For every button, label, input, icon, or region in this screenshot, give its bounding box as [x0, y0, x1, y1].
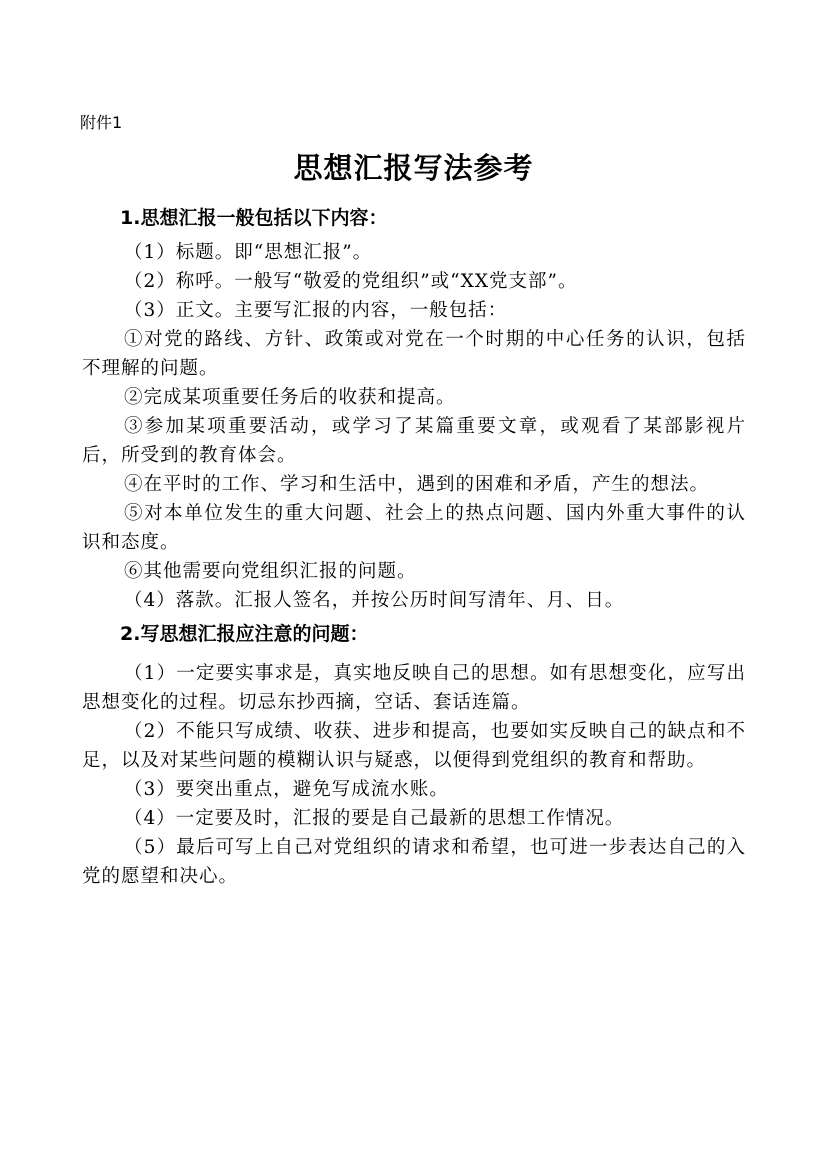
section-2-item-5: （5）最后可写上自己对党组织的请求和希望，也可进一步表达自己的入党的愿望和决心。	[82, 837, 746, 887]
document-title: 思想汇报写法参考	[293, 151, 534, 185]
attachment-label: 附件1	[80, 113, 123, 132]
section-2-item-2: （2）不能只写成绩、收获、进步和提高，也要如实反映自己的缺点和不足，以及对某些问题的模糊认识与疑惑，以便得到党组织的教育和帮助。	[82, 721, 746, 771]
section-1-content	[82, 238, 746, 615]
section-2-item-1: （1）一定要实事求是，真实地反映自己的思想。如有思想变化，应写出思想变化的过程。切忌东抄西摘，空话、套话连篇。	[82, 663, 746, 713]
section-1-subitem-4: ④在平时的工作、学习和生活中，遇到的困难和矛盾，产生的想法。	[124, 474, 710, 495]
section-1-item-body: （3）正文。主要写汇报的内容，一般包括：	[124, 300, 508, 321]
section-1-subitem-6: ⑥其他需要向党组织汇报的问题。	[124, 561, 417, 582]
section-2-heading: 2.写思想汇报应注意的问题：	[120, 623, 369, 645]
section-1-heading: 1.思想汇报一般包括以下内容：	[120, 207, 388, 229]
section-1-subitem-3: ③参加某项重要活动，或学习了某篇重要文章，或观看了某部影视片后，所受到的教育体会。	[82, 416, 746, 466]
section-2-content	[82, 659, 746, 891]
section-2-item-4: （4）一定要及时，汇报的要是自己最新的思想工作情况。	[124, 808, 625, 829]
section-1-subitem-1: ①对党的路线、方针、政策或对党在一个时期的中心任务的认识，包括不理解的问题。	[82, 329, 746, 379]
section-1-item-salutation: （2）称呼。一般写“敬爱的党组织”或“XX党支部”。	[124, 271, 578, 292]
section-2-item-3: （3）要突出重点，避免写成流水账。	[124, 779, 449, 800]
document-body	[82, 202, 746, 891]
section-1-item-signature: （4）落款。汇报人签名，并按公历时间写清年、月、日。	[124, 590, 625, 611]
section-1-subitem-2: ②完成某项重要任务后的收获和提高。	[124, 387, 456, 408]
section-1-subitem-5: ⑤对本单位发生的重大问题、社会上的热点问题、国内外重大事件的认识和态度。	[82, 503, 746, 553]
section-1-item-title: （1）标题。即“思想汇报”。	[124, 242, 373, 263]
